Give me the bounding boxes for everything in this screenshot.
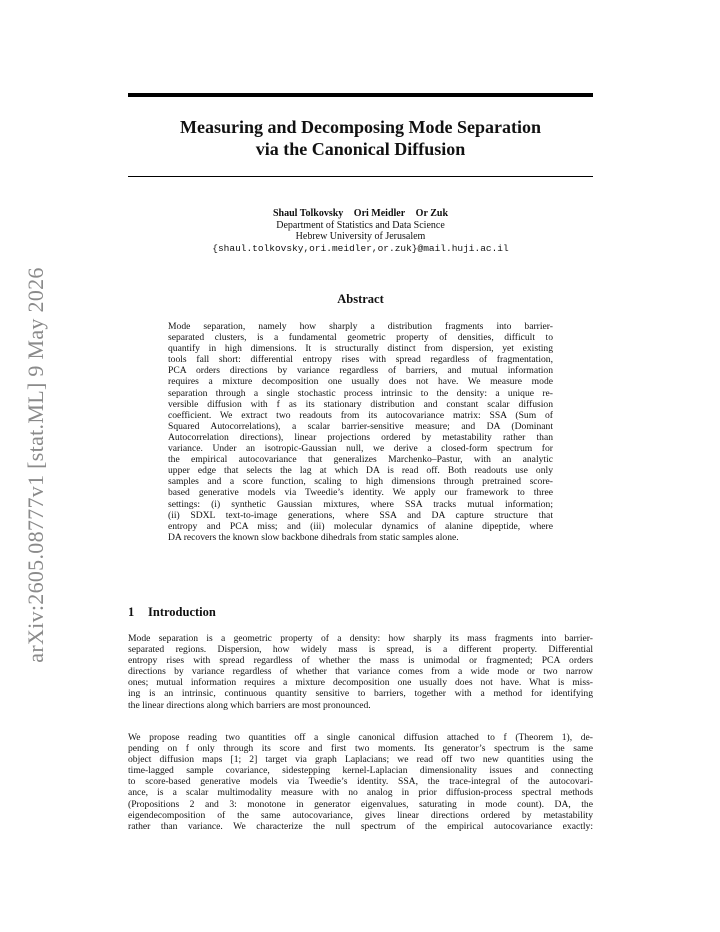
paragraph-line: rather than variance. We characterize the null spectrum of the empirical autocovariance exactly: (128, 820, 593, 832)
author-names (128, 208, 593, 220)
abstract-line: tools fall short: differential entropy rises with spread regardless of fragmentation, (168, 354, 553, 366)
paragraph-line: pending on f only through its score and first two moments. Its generator’s spectrum is the same (128, 743, 593, 755)
intro-paragraph-1 (128, 633, 593, 711)
author-department: Department of Statistics and Data Science (276, 219, 445, 231)
abstract-line: upper edge that selects the lag at which DA is read off. Both readouts use only (168, 465, 553, 477)
paragraph-line: We propose reading two quantities off a single canonical diffusion attached to f (Theorem 1), de- (128, 732, 593, 743)
title-top-rule (128, 93, 593, 97)
section-title: Introduction (148, 605, 216, 619)
author-name: Or Zuk (415, 208, 449, 219)
author-block (128, 208, 593, 254)
abstract-heading: Abstract (337, 292, 384, 306)
paragraph-line: entropy rises with spread regardless of whether the mass is unimodal or fragmented; PCA orders (128, 655, 593, 667)
abstract-line: samples and a score function, scaling to high dimensions through pretrained score- (168, 476, 553, 488)
paper-title (128, 116, 593, 160)
abstract-line: entropy and PCA miss; and (iii) molecular dynamics of alanine dipeptide, where (168, 520, 553, 532)
section-heading (128, 605, 593, 620)
abstract-line: Mode separation, namely how sharply a distribution fragments into barrier- (168, 321, 553, 332)
paragraph-line: the linear directions along which barriers are most pronounced. (128, 699, 371, 711)
title-bottom-rule (128, 176, 593, 177)
arxiv-identifier: arXiv:2605.08777v1 [stat.ML] 9 May 2026 (23, 267, 48, 663)
paragraph-line: ance, is a scalar multimodality measure with no analog in prior diffusion-process spectral methods (128, 787, 593, 799)
paragraph-line: eigendecomposition of the same autocovariance, gives linear directions ordered by metastability (128, 809, 593, 821)
abstract-body (168, 321, 553, 543)
abstract-line: settings: (i) synthetic Gaussian mixtures, where SSA tracks mutual information; (168, 498, 553, 510)
abstract-line: DA recovers the known slow backbone dihedrals from static samples alone. (168, 531, 459, 543)
abstract-line: variance. Under an isotropic-Gaussian null, we derive a closed-form spectrum for (168, 443, 553, 455)
paragraph-line: object diffusion maps [1; 2] target via graph Laplacians; we read off two new quantities using the (128, 754, 593, 766)
abstract-line: based generative models via Tweedie’s identity. We apply our framework to three (168, 487, 553, 499)
abstract-line: coefficient. We extract two readouts from its autocovariance matrix: SSA (Sum of (168, 409, 553, 421)
intro-paragraph-2 (128, 732, 593, 832)
abstract-line: separated clusters, is a fundamental geometric property of densities, difficult to (168, 332, 553, 344)
abstract-line: separation through a single stochastic process intrinsic to the density: a unique re- (168, 387, 553, 399)
paragraph-line: ones; mutual information requires a mixture decomposition one usually does not have. What is miss- (128, 677, 593, 689)
title-line: via the Canonical Diffusion (255, 139, 466, 159)
abstract-line: requires a mixture decomposition one usually does not have. We measure mode (168, 376, 553, 388)
paragraph-line: separated regions. Dispersion, how widely mass is spread, is a different property. Differential (128, 644, 593, 656)
section-number: 1 (128, 605, 135, 619)
paragraph-line: to score-based generative models via Tweedie’s identity. SSA, the trace-integral of the autocovari- (128, 776, 593, 788)
abstract-line: (ii) SDXL text-to-image generations, where SSA and DA capture structure that (168, 509, 553, 521)
abstract-line: Autocorrelation directions), linear projections ordered by metastability rather than (168, 431, 553, 443)
abstract-line: Squared Autocorrelations), a scalar barrier-sensitive measure; and DA (Dominant (168, 420, 553, 432)
abstract-line: quantify in high dimensions. It is structurally distinct from dispersion, yet existing (168, 343, 553, 355)
author-email: {shaul.tolkovsky,ori.meidler,or.zuk}@mail.huji.ac.il (212, 242, 509, 254)
paragraph-line: time-lagged sample covariance, sidestepping kernel-Laplacian dimensionality issues and connecting (128, 765, 593, 777)
abstract-line: PCA orders directions by variance regardless of barriers, and mutual information (168, 365, 553, 377)
paragraph-line: directions by variance regardless of whether that variance comes from a wide mode or two narrow (128, 666, 593, 678)
abstract-line: versible diffusion with f as its stationary distribution and constant scalar diffusion (168, 398, 553, 410)
paragraph-line: (Propositions 2 and 3: monotone in generator eigenvalues, saturating in mode count). DA, the (128, 798, 593, 810)
paragraph-line: ing is an intrinsic, continuous quantity sensitive to barriers, together with a method for identifying (128, 688, 593, 700)
title-line: Measuring and Decomposing Mode Separation (179, 117, 541, 137)
paragraph-line: Mode separation is a geometric property of a density: how sharply its mass fragments into barrier- (128, 633, 593, 644)
abstract-line: the empirical autocovariance that generalizes Marchenko–Pastur, with an analytic (168, 454, 553, 466)
author-name: Shaul Tolkovsky (272, 208, 344, 219)
author-name: Ori Meidler (353, 208, 406, 219)
author-university: Hebrew University of Jerusalem (295, 231, 426, 242)
